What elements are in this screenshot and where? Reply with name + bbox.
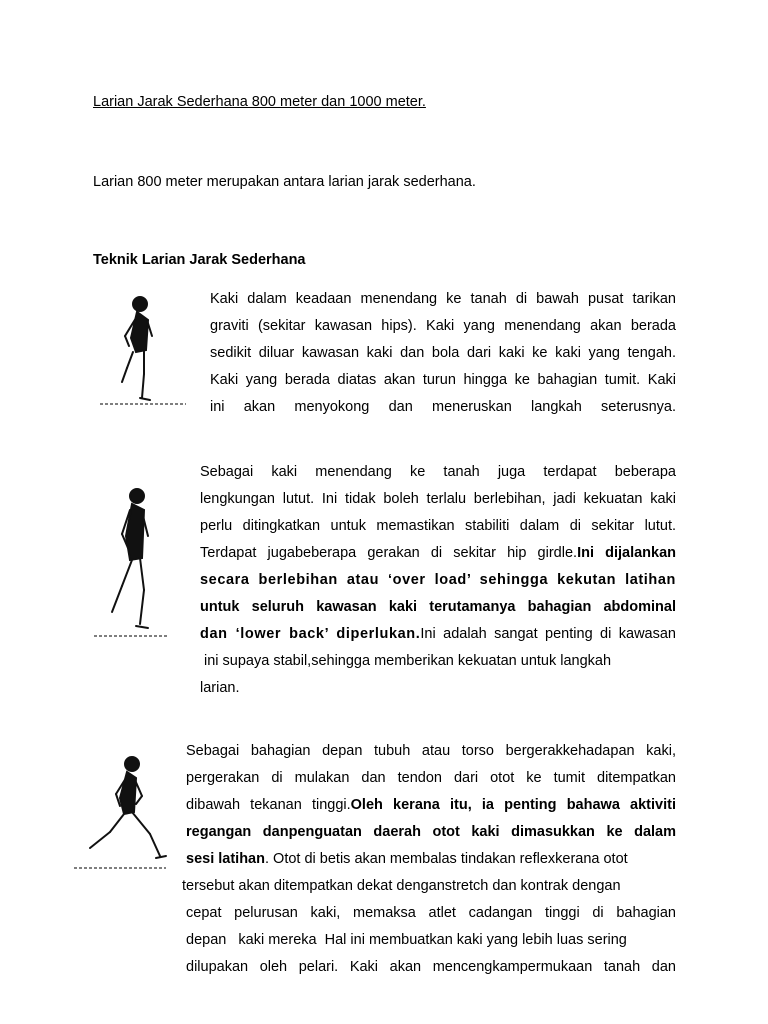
- paragraph-2-line-7: [200, 621, 676, 648]
- paragraph-2: [200, 459, 676, 702]
- paragraph-1-line-2: graviti (sekitar kawasan hips). Kaki yang menendang akan berada: [210, 318, 676, 334]
- paragraph-2-line-1: Sebagai kaki menendang ke tanah juga terdapat beberapa: [200, 464, 676, 480]
- paragraph-1-line-1: Kaki dalam keadaan menendang ke tanah di bawah pusat tarikan: [210, 291, 676, 307]
- section-heading: Teknik Larian Jarak Sederhana: [93, 252, 306, 268]
- paragraph-3-line-1: Sebagai bahagian depan tubuh atau torso bergerakkehadapan kaki,: [186, 743, 676, 759]
- paragraph-2-line-5: secara berlebihan atau ‘over load’ sehingga kekutan latihan: [200, 572, 676, 588]
- paragraph-2-line-4-text: Terdapat jugabeberapa gerakan di sekitar hip girdle.: [200, 545, 578, 561]
- document-title: Larian Jarak Sederhana 800 meter dan 1000 meter.: [93, 94, 426, 110]
- paragraph-2-line-4-bold: Ini dijalankan: [577, 545, 677, 561]
- paragraph-3-line-6: tersebut akan ditempatkan dekat denganstretch dan kontrak dengan: [182, 878, 621, 894]
- paragraph-3-line-8: depan kaki mereka Hal ini membuatkan kaki yang lebih luas sering: [186, 932, 627, 948]
- paragraph-3-line-2: pergerakan di mulakan dan tendon dari otot ke tumit ditempatkan: [186, 770, 676, 786]
- paragraph-3-line-3-bold: Oleh kerana itu, ia penting bahawa aktiviti: [350, 797, 676, 813]
- paragraph-1-line-4: Kaki yang berada diatas akan turun hingga ke bahagian tumit. Kaki: [210, 372, 676, 388]
- paragraph-3-line-5-bold: sesi latihan: [186, 851, 265, 867]
- runner-figure-1: [96, 290, 190, 414]
- paragraph-2-line-7-text: Ini adalah sangat penting di kawasan: [420, 626, 676, 642]
- paragraph-3-line-3-text: dibawah tekanan tinggi.: [186, 797, 351, 813]
- runner-figure-3: [72, 752, 168, 872]
- paragraph-2-line-3: perlu ditingkatkan untuk memastikan stabiliti dalam di sekitar lutut.: [200, 518, 676, 534]
- paragraph-3-line-5-text: . Otot di betis akan membalas tindakan reflexkerana otot: [264, 851, 628, 867]
- paragraph-2-line-6: untuk seluruh kawasan kaki terutamanya bahagian abdominal: [200, 599, 676, 615]
- paragraph-1: [210, 286, 676, 421]
- paragraph-2-line-8: ini supaya stabil,sehingga memberikan kekuatan untuk langkah: [204, 653, 612, 669]
- paragraph-3-line-9: dilupakan oleh pelari. Kaki akan mencengkampermukaan tanah dan: [186, 959, 676, 975]
- paragraph-1-line-5: ini akan menyokong dan meneruskan langkah seterusnya.: [210, 399, 676, 415]
- paragraph-1-line-3: sedikit diluar kawasan kaki dan bola dari kaki ke kaki yang tengah.: [210, 345, 676, 361]
- paragraph-3: [182, 738, 676, 981]
- paragraph-2-line-7-bold: dan ‘lower back’ diperlukan.: [200, 626, 421, 642]
- runner-figure-2: [92, 486, 172, 646]
- paragraph-2-line-9: larian.: [200, 680, 240, 696]
- paragraph-3-line-3: [186, 792, 676, 819]
- paragraph-3-line-7: cepat pelurusan kaki, memaksa atlet cadangan tinggi di bahagian: [186, 905, 676, 921]
- paragraph-2-line-4: [200, 540, 676, 567]
- intro-text: Larian 800 meter merupakan antara larian jarak sederhana.: [93, 174, 476, 190]
- paragraph-2-line-2: lengkungan lutut. Ini tidak boleh terlalu berlebihan, jadi kekuatan kaki: [200, 491, 676, 507]
- paragraph-3-line-5: [186, 846, 676, 873]
- paragraph-3-line-4: regangan danpenguatan daerah otot kaki dimasukkan ke dalam: [186, 824, 676, 840]
